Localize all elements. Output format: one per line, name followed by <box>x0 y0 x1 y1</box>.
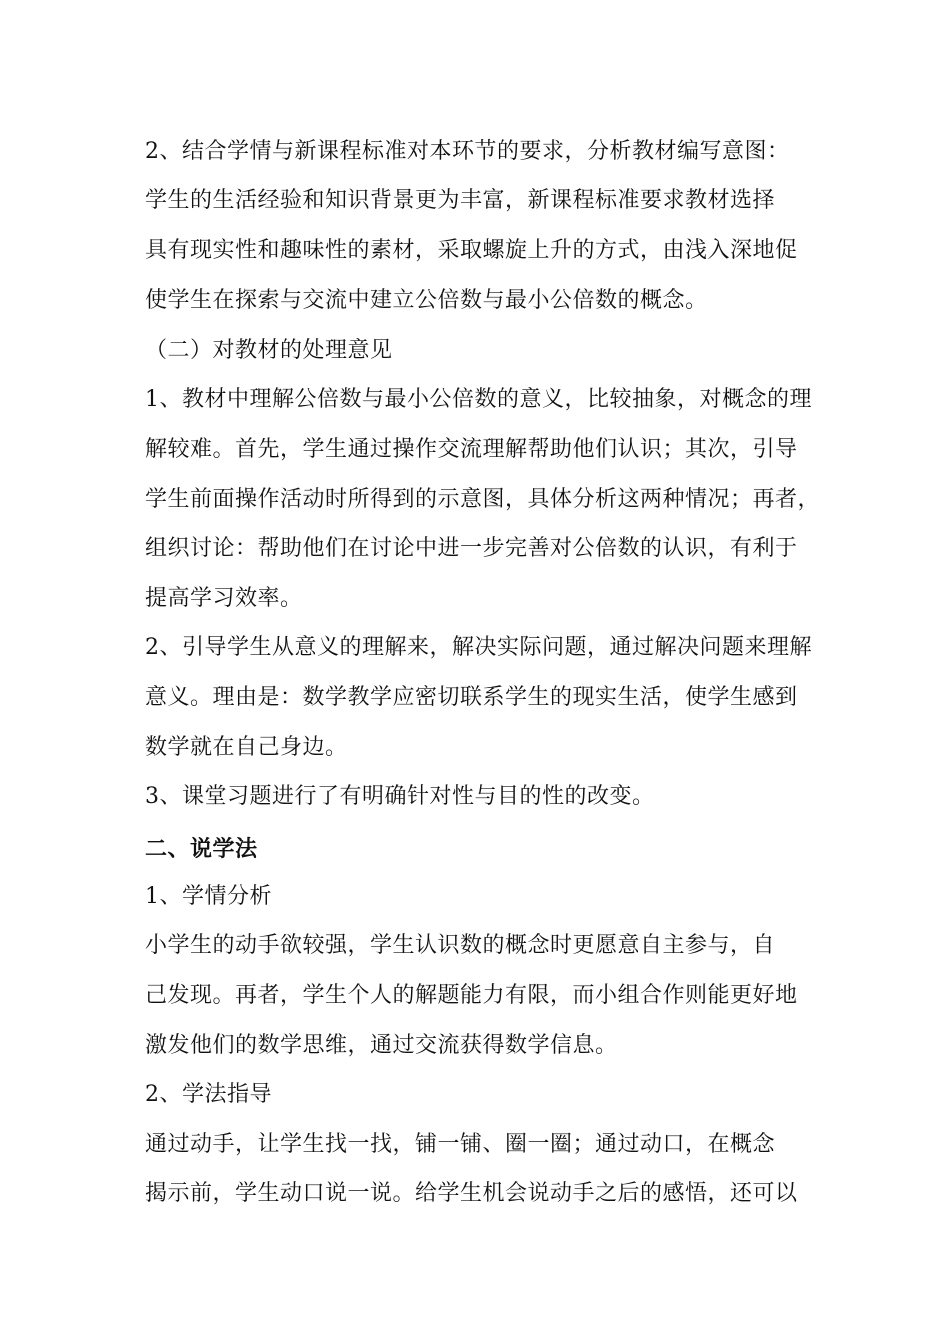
text-line: 2、引导学生从意义的理解来，解决实际问题，通过解决问题来理解 <box>145 635 812 660</box>
text-line: 数学就在自己身边。 <box>145 735 348 760</box>
text-line: 揭示前，学生动口说一说。给学生机会说动手之后的感悟，还可以 <box>145 1181 798 1206</box>
text-line: 2、结合学情与新课程标准对本环节的要求，分析教材编写意图： <box>145 139 790 164</box>
section-heading: （二）对教材的处理意见 <box>145 338 393 363</box>
text-line: 小学生的动手欲较强，学生认识数的概念时更愿意自主参与，自 <box>145 933 776 958</box>
text-line: 1、教材中理解公倍数与最小公倍数的意义，比较抽象，对概念的理 <box>145 387 812 412</box>
section-heading: 二、说学法 <box>145 836 258 862</box>
text-line: 学生前面操作活动时所得到的示意图，具体分析这两种情况；再者， <box>145 487 821 512</box>
text-line: 通过动手，让学生找一找，铺一铺、圈一圈；通过动口，在概念 <box>145 1132 776 1157</box>
text-line: 学生的生活经验和知识背景更为丰富，新课程标准要求教材选择 <box>145 188 776 213</box>
subsection-heading: 2、学法指导 <box>145 1082 272 1107</box>
text-line: 提高学习效率。 <box>145 586 303 611</box>
text-line: 具有现实性和趣味性的素材，采取螺旋上升的方式，由浅入深地促 <box>145 238 798 263</box>
text-line: 组织讨论：帮助他们在讨论中进一步完善对公倍数的认识，有利于 <box>145 536 798 561</box>
text-line: 3、课堂习题进行了有明确针对性与目的性的改变。 <box>145 784 655 809</box>
text-line: 激发他们的数学思维，通过交流获得数学信息。 <box>145 1033 618 1058</box>
subsection-heading: 1、学情分析 <box>145 884 272 909</box>
text-line: 意义。理由是：数学教学应密切联系学生的现实生活，使学生感到 <box>145 685 798 710</box>
text-line: 己发现。再者，学生个人的解题能力有限，而小组合作则能更好地 <box>145 983 798 1008</box>
text-line: 解较难。首先，学生通过操作交流理解帮助他们认识；其次，引导 <box>145 437 798 462</box>
text-line: 使学生在探索与交流中建立公倍数与最小公倍数的概念。 <box>145 288 708 313</box>
